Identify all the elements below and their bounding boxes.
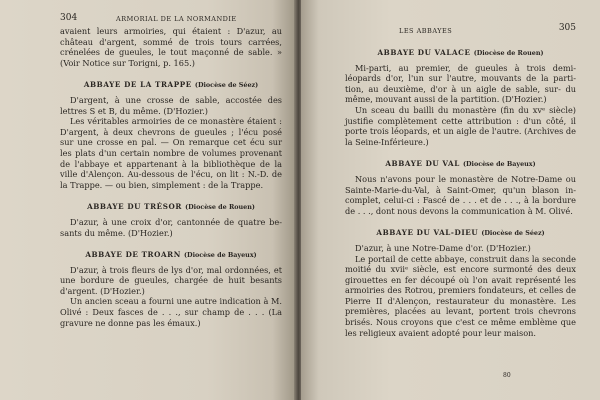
text-line: Au-dessous de l'écu, on lit : N.-D. de la Trappe. — (60, 169, 283, 190)
paragraph (345, 174, 576, 216)
left-page-text (60, 14, 282, 328)
section-title: ABBAYE DU VAL (385, 159, 460, 169)
text-line: les religieux avaient adopté pour leur maison. (345, 327, 536, 338)
paragraph (345, 105, 576, 147)
text-line: tion, au deuxième, d'or à un aigle de sable, sur- (345, 83, 561, 94)
section-diocese: (Diocèse de Bayeux) (462, 160, 536, 169)
section-diocese: (Diocèse de Bayeux) (184, 251, 257, 260)
section-heading (345, 159, 576, 170)
paragraph (60, 265, 282, 297)
section-diocese: (Diocèse de Rouen) (473, 49, 544, 57)
text-line: S et B, du même. (D'Hozier.) (89, 105, 209, 116)
text-line: de la Seine-Inférieure.) (345, 126, 576, 147)
paragraph (345, 254, 576, 339)
paragraph (60, 95, 282, 116)
left-page-number: 304 (60, 13, 78, 23)
text-line: Sainte-Marie-du-Val, à Saint-Omer, qu'un blason in- (345, 184, 576, 195)
text-line: ou bien, simplement : de la Trappe. (115, 179, 264, 190)
section-heading (60, 250, 282, 261)
section-title: ABBAYE DU VAL-DIEU (376, 228, 479, 238)
paragraph (345, 63, 576, 105)
text-line: M. Olivé : Deux fasces de . . ., sur champ de . . . (La (60, 296, 283, 318)
text-line: . . ., dont nous devons la communication à M. Olivé. (357, 205, 573, 216)
section-title: ABBAYE DE TROARN (85, 250, 181, 260)
left-page (0, 0, 296, 400)
text-line: Un ancien sceau a fourni une autre indication à (70, 296, 269, 307)
text-line: D'argent, à deux chevrons de gueules ; l'écu posé sur (60, 126, 282, 148)
right-page (301, 0, 600, 400)
text-line: Nous n'avons pour le monastère de Notre-Dame ou (355, 173, 576, 184)
section-heading (60, 80, 282, 91)
section-heading (345, 48, 576, 59)
text-line: Les véritables armoiries de ce monastère étaient : (70, 116, 282, 127)
text-line: porte trois léopards, et un aigle de l'autre. (Archives (345, 126, 564, 137)
text-line: brisés. Nous croyons que c'est ce même emblème que (345, 317, 576, 328)
text-line: D'azur, à trois fleurs de lys d'or, mal ordonnées, (70, 264, 271, 275)
section-title: ABBAYE DU TRÉSOR (87, 202, 182, 212)
right-page-text (345, 24, 576, 338)
text-line: et une bordure de gueules, chargée de huit besants (60, 264, 282, 286)
right-sections (345, 48, 576, 338)
section-diocese: (Diocèse de Séez) (194, 81, 259, 90)
left-intro-paragraph (60, 26, 282, 68)
section-diocese: (Diocèse de Séez) (481, 229, 545, 238)
text-line: et appartenant à la bibliothèque de la ville d'Alençon. (60, 158, 282, 180)
text-line: sants du même. (D'Hozier.) (60, 227, 173, 238)
text-line: d'argent, sommé de trois tours carrées, crénelées de (60, 36, 282, 58)
text-line: Le portail de cette abbaye, construit dans la seconde (355, 253, 576, 264)
text-line: d'un certain nombre de volumes provenant de l'abbaye (60, 147, 282, 169)
text-line: Un sceau du bailli du monastère (fin du xvᵉ siècle) (355, 104, 576, 115)
left-running-header (60, 14, 282, 26)
text-line: une crosse en pal. — On remarque cet écu sur les plats (60, 137, 282, 158)
paragraph (60, 26, 282, 68)
text-line: léopards d'or, l'un sur l'autre, mouvants de la parti- (345, 73, 576, 84)
text-line: d'argent. (D'Hozier.) (60, 285, 145, 296)
text-line: Mi-parti, au premier, de gueules à trois demi- (355, 62, 576, 73)
paragraph (60, 116, 282, 190)
text-line: D'argent, à une crosse de sable, accostée des lettres (60, 94, 282, 116)
left-running-title: ARMORIAL DE LA NORMANDIE (116, 15, 237, 23)
signature-mark: 80 (503, 372, 511, 379)
text-line: Torigni, p. 165.) (128, 57, 195, 68)
text-line: gravure ne donne pas les émaux.) (60, 317, 201, 328)
right-running-title: LES ABBAYES (399, 27, 453, 35)
text-line: D'azur, à une Notre-Dame d'or. (D'Hozier.) (355, 242, 531, 253)
text-line: D'azur, à une croix d'or, cantonnée de quatre be- (70, 216, 282, 227)
section-title: ABBAYE DU VALACE (377, 48, 471, 57)
paragraph (60, 296, 282, 328)
text-line: girouettes en fer découpé où l'on avait représenté les (345, 274, 576, 285)
text-line: armoiries des Rotrou, premiers fondateurs, et celles de (345, 285, 576, 296)
text-line: justifie complètement cette attribution : d'un côté, il (345, 115, 576, 126)
section-title: ABBAYE DE LA TRAPPE (83, 80, 192, 90)
right-running-header (345, 24, 576, 36)
text-line: avaient leurs armoiries, qui étaient : D'azur, au château (60, 26, 282, 47)
text-line: Pierre II d'Alençon, restaurateur du monastère. Les (345, 295, 576, 306)
text-line: premières, placées au levant, portent trois chevrons (345, 306, 576, 317)
paragraph (345, 243, 576, 254)
text-line: moitié du xviiᵉ siècle, est encore surmonté des deux (345, 264, 576, 275)
paragraph (60, 217, 282, 238)
right-page-number: 305 (558, 23, 576, 33)
section-heading (60, 202, 282, 213)
section-heading (345, 228, 576, 239)
left-sections (60, 80, 282, 328)
text-line: du même, mouvant aussi de la partition. (D'Hozier.) (345, 83, 576, 105)
text-line: complet, celui-ci : Fascé de . . . et de . . ., à la bordure de (345, 195, 576, 216)
text-line: gueules, le tout maçonné de sable. » (Voir Notice sur (60, 47, 282, 68)
section-diocese: (Diocèse de Rouen) (185, 203, 255, 212)
